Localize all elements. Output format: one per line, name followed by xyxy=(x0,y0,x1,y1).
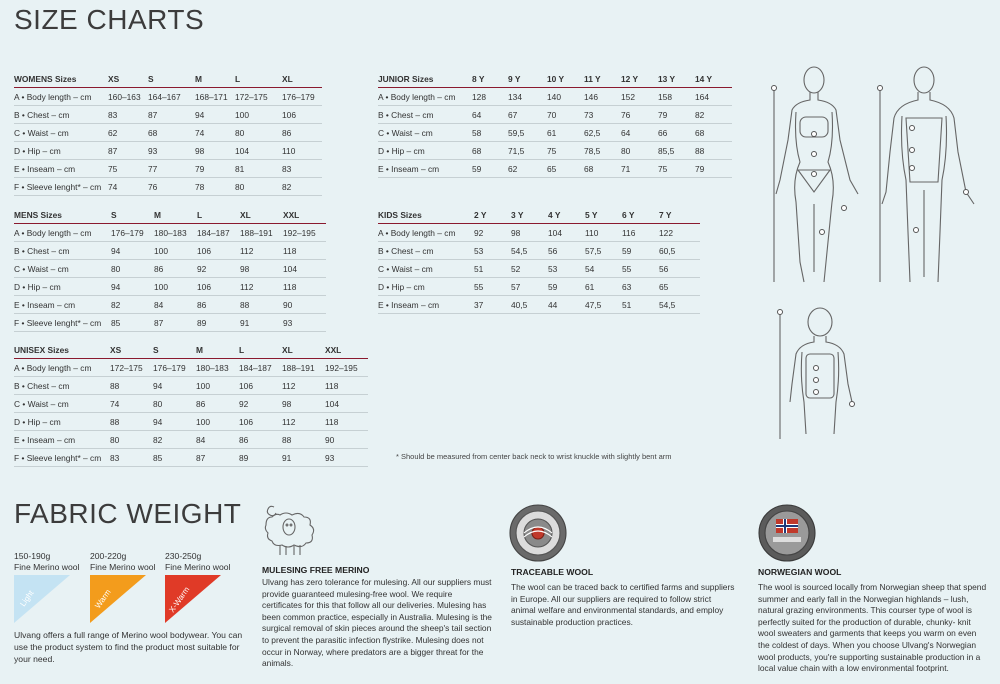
measurement-value: 37 xyxy=(474,296,511,314)
measurement-value: 89 xyxy=(239,449,282,467)
measurement-value: 80 xyxy=(621,142,658,160)
measurement-value: 80 xyxy=(110,431,153,449)
table-row xyxy=(14,431,368,449)
measurement-value: 85 xyxy=(111,314,154,332)
size-column-header: 11 Y xyxy=(584,70,621,88)
table-row xyxy=(378,124,732,142)
norwegian-title: NORWEGIAN WOOL xyxy=(758,567,842,577)
table-row xyxy=(14,296,326,314)
measurement-value: 83 xyxy=(282,160,322,178)
measurement-label: F • Sleeve lenght* – cm xyxy=(14,178,108,196)
measurement-label: D • Hip – cm xyxy=(378,142,472,160)
mulesing-text: Ulvang has zero tolerance for mulesing. All our suppliers must provide guaranteed mulesing-free wool. We require certificates for this that follow all our deliveries. Mulesing has been common practice, especially in Australia. Mulesing is the surgical removal of skin pieces around the sheep's tail section to prevent the parasitic infection flystrike. Mulesing does not occur in Norway, where predators are a bigger threat for the animals. xyxy=(262,577,492,669)
measurement-value: 94 xyxy=(153,413,196,431)
light-flag-label: Light xyxy=(18,588,36,609)
norwegian-text: The wool is sourced locally from Norwegian sheep that spend summer and early fall in the Norwegian highlands – lush, natural grazing environments. This courser type of wool is perfectly suited for the production of durable, chunky- knit wool sweaters and garments that keeps you warm on even the coldest of days. When you choose Ulvang's Norwegian wool products, you're supporting sustainable production in a local value chain with a low environmental footprint. xyxy=(758,582,987,674)
measurement-value: 106 xyxy=(197,242,240,260)
measurement-value: 104 xyxy=(283,260,326,278)
unisex-size-table xyxy=(14,341,368,467)
measurement-label: E • Inseam – cm xyxy=(14,431,110,449)
weight-grams: 150-190g xyxy=(14,551,51,561)
measurement-value: 57,5 xyxy=(585,242,622,260)
table-row xyxy=(378,160,732,178)
size-column-header: 6 Y xyxy=(622,206,659,224)
fabric-description: Ulvang offers a full range of Merino wool bodywear. You can use the product system to find the product most suitable for your need. xyxy=(14,630,243,664)
measurement-value: 58 xyxy=(472,124,508,142)
measurement-label: C • Waist – cm xyxy=(378,260,474,278)
size-column-header: XXL xyxy=(325,341,368,359)
measurement-value: 98 xyxy=(240,260,283,278)
measurement-value: 87 xyxy=(196,449,239,467)
measurement-value: 112 xyxy=(282,413,325,431)
measurement-value: 98 xyxy=(282,395,325,413)
table-title: WOMENS Sizes xyxy=(14,70,108,88)
measurement-value: 88 xyxy=(695,142,732,160)
measurement-label: A • Body length – cm xyxy=(14,359,110,377)
measurement-value: 63 xyxy=(622,278,659,296)
table-title: KIDS Sizes xyxy=(378,206,474,224)
measurement-value: 84 xyxy=(196,431,239,449)
table-row xyxy=(378,142,732,160)
measurement-value: 71 xyxy=(621,160,658,178)
measurement-value: 56 xyxy=(659,260,700,278)
measurement-label: D • Hip – cm xyxy=(14,142,108,160)
measurement-value: 110 xyxy=(585,224,622,242)
measurement-value: 53 xyxy=(548,260,585,278)
measurement-value: 92 xyxy=(474,224,511,242)
measurement-value: 118 xyxy=(283,242,326,260)
measurement-value: 98 xyxy=(195,142,235,160)
weight-light xyxy=(14,551,79,573)
measurement-value: 94 xyxy=(111,242,154,260)
measurement-value: 112 xyxy=(240,278,283,296)
measurement-value: 83 xyxy=(110,449,153,467)
table-row xyxy=(14,449,368,467)
measurement-label: D • Hip – cm xyxy=(14,413,110,431)
measurement-value: 55 xyxy=(474,278,511,296)
table-header-row xyxy=(14,206,326,224)
measurement-value: 106 xyxy=(282,106,322,124)
measurement-value: 91 xyxy=(282,449,325,467)
weight-grams: 230-250g xyxy=(165,551,202,561)
size-column-header: 12 Y xyxy=(621,70,658,88)
measurement-value: 59 xyxy=(472,160,508,178)
warm-flag-label: Warm xyxy=(93,587,113,611)
table-title: JUNIOR Sizes xyxy=(378,70,472,88)
size-column-header: 2 Y xyxy=(474,206,511,224)
warm-flag-icon xyxy=(90,575,146,625)
measurement-value: 84 xyxy=(154,296,197,314)
table-row xyxy=(14,88,322,106)
measurement-value: 67 xyxy=(508,106,547,124)
measurement-value: 75 xyxy=(108,160,148,178)
measurement-value: 164–167 xyxy=(148,88,195,106)
measurement-value: 93 xyxy=(148,142,195,160)
measurement-label: D • Hip – cm xyxy=(378,278,474,296)
size-column-header: 10 Y xyxy=(547,70,584,88)
measurement-value: 176–179 xyxy=(282,88,322,106)
size-column-header: S xyxy=(153,341,196,359)
measurement-value: 188–191 xyxy=(282,359,325,377)
size-column-header: 8 Y xyxy=(472,70,508,88)
measurement-label: A • Body length – cm xyxy=(378,88,472,106)
measurement-value: 146 xyxy=(584,88,621,106)
size-column-header: 13 Y xyxy=(658,70,695,88)
fabric-weight-title: FABRIC WEIGHT xyxy=(14,498,242,529)
size-column-header: XL xyxy=(282,341,325,359)
xwarm-flag-icon xyxy=(165,575,221,625)
size-column-header: S xyxy=(148,70,195,88)
measurement-value: 76 xyxy=(621,106,658,124)
size-column-header: M xyxy=(154,206,197,224)
light-flag-icon xyxy=(14,575,70,625)
measurement-value: 66 xyxy=(658,124,695,142)
measurement-value: 88 xyxy=(282,431,325,449)
table-row xyxy=(378,278,700,296)
measurement-value: 64 xyxy=(472,106,508,124)
table-row xyxy=(14,160,322,178)
measurement-value: 164 xyxy=(695,88,732,106)
measurement-value: 106 xyxy=(239,377,282,395)
table-row xyxy=(378,224,700,242)
size-column-header: 3 Y xyxy=(511,206,548,224)
measurement-value: 192–195 xyxy=(325,359,368,377)
weight-type: Fine Merino wool xyxy=(14,562,80,572)
measurement-value: 82 xyxy=(282,178,322,196)
sleeve-footnote: * Should be measured from center back neck to wrist knuckle with slightly bent arm xyxy=(396,452,672,461)
table-header-row xyxy=(378,70,732,88)
measurement-value: 79 xyxy=(195,160,235,178)
table-row xyxy=(14,178,322,196)
measurement-value: 93 xyxy=(325,449,368,467)
measurement-value: 118 xyxy=(325,413,368,431)
measurement-label: F • Sleeve lenght* – cm xyxy=(14,449,110,467)
measurement-value: 160–163 xyxy=(108,88,148,106)
measurement-value: 94 xyxy=(195,106,235,124)
measurement-label: B • Chest – cm xyxy=(378,106,472,124)
table-header-row xyxy=(14,341,368,359)
measurement-value: 92 xyxy=(239,395,282,413)
measurement-value: 98 xyxy=(511,224,548,242)
table-row xyxy=(14,377,368,395)
measurement-value: 79 xyxy=(695,160,732,178)
measurement-label: B • Chest – cm xyxy=(378,242,474,260)
measurement-value: 100 xyxy=(196,413,239,431)
size-column-header: M xyxy=(196,341,239,359)
measurement-value: 78,5 xyxy=(584,142,621,160)
table-row xyxy=(14,278,326,296)
measurement-value: 60,5 xyxy=(659,242,700,260)
measurement-value: 100 xyxy=(154,242,197,260)
measurement-value: 53 xyxy=(474,242,511,260)
size-column-header: 14 Y xyxy=(695,70,732,88)
measurement-value: 59 xyxy=(548,278,585,296)
measurement-value: 112 xyxy=(282,377,325,395)
measurement-label: A • Body length – cm xyxy=(378,224,474,242)
measurement-value: 68 xyxy=(695,124,732,142)
table-row xyxy=(14,242,326,260)
table-row xyxy=(14,124,322,142)
table-row xyxy=(14,314,326,332)
measurement-value: 68 xyxy=(584,160,621,178)
size-column-header: 4 Y xyxy=(548,206,585,224)
measurement-value: 74 xyxy=(108,178,148,196)
measurement-value: 74 xyxy=(110,395,153,413)
man-figure-icon xyxy=(876,62,986,287)
measurement-value: 92 xyxy=(197,260,240,278)
norwegian-wool-seal-icon xyxy=(757,503,817,563)
table-header-row xyxy=(378,206,700,224)
table-row xyxy=(378,260,700,278)
measurement-value: 76 xyxy=(148,178,195,196)
mens-size-table xyxy=(14,206,326,332)
measurement-value: 87 xyxy=(108,142,148,160)
measurement-value: 184–187 xyxy=(197,224,240,242)
measurement-label: D • Hip – cm xyxy=(14,278,111,296)
measurement-value: 54,5 xyxy=(511,242,548,260)
measurement-value: 54,5 xyxy=(659,296,700,314)
measurement-value: 168–171 xyxy=(195,88,235,106)
traceable-text: The wool can be traced back to certified farms and suppliers in Europe. All our suppliers are required to follow strict animal welfare and environmental standards, and employ sustainable production practices. xyxy=(511,582,735,627)
table-row xyxy=(14,359,368,377)
weight-type: Fine Merino wool xyxy=(165,562,231,572)
measurement-label: E • Inseam – cm xyxy=(378,160,472,178)
size-column-header: M xyxy=(195,70,235,88)
measurement-value: 104 xyxy=(548,224,585,242)
measurement-value: 112 xyxy=(240,242,283,260)
measurement-label: B • Chest – cm xyxy=(14,242,111,260)
measurement-label: A • Body length – cm xyxy=(14,88,108,106)
measurement-value: 47,5 xyxy=(585,296,622,314)
measurement-value: 86 xyxy=(196,395,239,413)
measurement-value: 40,5 xyxy=(511,296,548,314)
sheep-icon xyxy=(262,503,318,559)
measurement-value: 75 xyxy=(658,160,695,178)
measurement-label: E • Inseam – cm xyxy=(14,160,108,178)
measurement-value: 87 xyxy=(148,106,195,124)
size-column-header: S xyxy=(111,206,154,224)
measurement-value: 77 xyxy=(148,160,195,178)
measurement-value: 188–191 xyxy=(240,224,283,242)
table-row xyxy=(378,242,700,260)
size-column-header: 9 Y xyxy=(508,70,547,88)
table-row xyxy=(14,395,368,413)
measurement-value: 122 xyxy=(659,224,700,242)
measurement-value: 81 xyxy=(235,160,282,178)
measurement-value: 180–183 xyxy=(154,224,197,242)
measurement-value: 82 xyxy=(695,106,732,124)
size-column-header: XL xyxy=(282,70,322,88)
size-column-header: L xyxy=(197,206,240,224)
measurement-value: 87 xyxy=(154,314,197,332)
measurement-value: 94 xyxy=(111,278,154,296)
measurement-value: 106 xyxy=(197,278,240,296)
woman-figure-icon xyxy=(766,62,866,287)
size-charts-title: SIZE CHARTS xyxy=(14,4,205,35)
measurement-label: E • Inseam – cm xyxy=(14,296,111,314)
measurement-value: 80 xyxy=(235,178,282,196)
measurement-value: 104 xyxy=(325,395,368,413)
table-header-row xyxy=(14,70,322,88)
measurement-value: 80 xyxy=(235,124,282,142)
measurement-value: 61 xyxy=(547,124,584,142)
table-row xyxy=(14,106,322,124)
measurement-value: 176–179 xyxy=(153,359,196,377)
measurement-value: 118 xyxy=(325,377,368,395)
xwarm-flag-label: X-Warm xyxy=(167,585,192,615)
measurement-value: 110 xyxy=(282,142,322,160)
size-column-header: XL xyxy=(240,206,283,224)
weight-xwarm xyxy=(165,551,230,573)
measurement-value: 65 xyxy=(659,278,700,296)
measurement-value: 70 xyxy=(547,106,584,124)
size-column-header: L xyxy=(239,341,282,359)
measurement-label: B • Chest – cm xyxy=(14,106,108,124)
measurement-value: 51 xyxy=(622,296,659,314)
measurement-value: 91 xyxy=(240,314,283,332)
measurement-value: 128 xyxy=(472,88,508,106)
measurement-value: 62 xyxy=(508,160,547,178)
measurement-value: 86 xyxy=(197,296,240,314)
table-row xyxy=(378,88,732,106)
measurement-value: 73 xyxy=(584,106,621,124)
measurement-value: 52 xyxy=(511,260,548,278)
measurement-value: 176–179 xyxy=(111,224,154,242)
measurement-value: 86 xyxy=(282,124,322,142)
traceable-wool-seal-icon xyxy=(508,503,568,563)
measurement-value: 140 xyxy=(547,88,584,106)
measurement-value: 54 xyxy=(585,260,622,278)
measurement-value: 88 xyxy=(110,377,153,395)
measurement-value: 59 xyxy=(622,242,659,260)
measurement-value: 152 xyxy=(621,88,658,106)
measurement-value: 86 xyxy=(154,260,197,278)
measurement-value: 86 xyxy=(239,431,282,449)
measurement-value: 80 xyxy=(153,395,196,413)
measurement-value: 106 xyxy=(239,413,282,431)
table-row xyxy=(14,260,326,278)
measurement-value: 59,5 xyxy=(508,124,547,142)
measurement-value: 44 xyxy=(548,296,585,314)
measurement-label: A • Body length – cm xyxy=(14,224,111,242)
weight-warm xyxy=(90,551,155,573)
measurement-value: 62,5 xyxy=(584,124,621,142)
table-row xyxy=(14,224,326,242)
size-column-header: XS xyxy=(110,341,153,359)
measurement-value: 56 xyxy=(548,242,585,260)
measurement-value: 180–183 xyxy=(196,359,239,377)
measurement-value: 172–175 xyxy=(235,88,282,106)
measurement-value: 184–187 xyxy=(239,359,282,377)
traceable-title: TRACEABLE WOOL xyxy=(511,567,594,577)
measurement-value: 83 xyxy=(108,106,148,124)
measurement-value: 158 xyxy=(658,88,695,106)
measurement-label: C • Waist – cm xyxy=(14,260,111,278)
measurement-label: C • Waist – cm xyxy=(14,395,110,413)
measurement-value: 104 xyxy=(235,142,282,160)
kids-size-table xyxy=(378,206,700,314)
size-column-header: L xyxy=(235,70,282,88)
measurement-value: 55 xyxy=(622,260,659,278)
measurement-value: 78 xyxy=(195,178,235,196)
mulesing-title: MULESING FREE MERINO xyxy=(262,565,370,575)
measurement-label: E • Inseam – cm xyxy=(378,296,474,314)
measurement-value: 85 xyxy=(153,449,196,467)
measurement-value: 57 xyxy=(511,278,548,296)
measurement-value: 71,5 xyxy=(508,142,547,160)
measurement-value: 80 xyxy=(111,260,154,278)
measurement-value: 118 xyxy=(283,278,326,296)
table-title: UNISEX Sizes xyxy=(14,341,110,359)
measurement-value: 62 xyxy=(108,124,148,142)
measurement-value: 90 xyxy=(325,431,368,449)
measurement-value: 65 xyxy=(547,160,584,178)
measurement-value: 82 xyxy=(153,431,196,449)
size-column-header: XXL xyxy=(283,206,326,224)
measurement-value: 93 xyxy=(283,314,326,332)
measurement-value: 134 xyxy=(508,88,547,106)
measurement-value: 79 xyxy=(658,106,695,124)
measurement-value: 75 xyxy=(547,142,584,160)
measurement-value: 61 xyxy=(585,278,622,296)
weight-type: Fine Merino wool xyxy=(90,562,156,572)
measurement-value: 100 xyxy=(196,377,239,395)
table-row xyxy=(378,106,732,124)
child-figure-icon xyxy=(776,304,866,444)
table-row xyxy=(14,413,368,431)
measurement-value: 100 xyxy=(235,106,282,124)
womens-size-table xyxy=(14,70,322,196)
measurement-value: 100 xyxy=(154,278,197,296)
measurement-value: 90 xyxy=(283,296,326,314)
measurement-value: 192–195 xyxy=(283,224,326,242)
measurement-value: 116 xyxy=(622,224,659,242)
measurement-value: 74 xyxy=(195,124,235,142)
measurement-value: 88 xyxy=(110,413,153,431)
measurement-value: 94 xyxy=(153,377,196,395)
measurement-value: 85,5 xyxy=(658,142,695,160)
size-column-header: 5 Y xyxy=(585,206,622,224)
measurement-label: F • Sleeve lenght* – cm xyxy=(14,314,111,332)
measurement-value: 68 xyxy=(472,142,508,160)
junior-size-table xyxy=(378,70,732,178)
table-title: MENS Sizes xyxy=(14,206,111,224)
measurement-value: 88 xyxy=(240,296,283,314)
measurement-value: 172–175 xyxy=(110,359,153,377)
table-row xyxy=(378,296,700,314)
measurement-label: C • Waist – cm xyxy=(378,124,472,142)
measurement-value: 68 xyxy=(148,124,195,142)
measurement-label: C • Waist – cm xyxy=(14,124,108,142)
table-row xyxy=(14,142,322,160)
measurement-label: B • Chest – cm xyxy=(14,377,110,395)
measurement-value: 82 xyxy=(111,296,154,314)
measurement-value: 51 xyxy=(474,260,511,278)
size-column-header: 7 Y xyxy=(659,206,700,224)
measurement-value: 89 xyxy=(197,314,240,332)
measurement-value: 64 xyxy=(621,124,658,142)
size-column-header: XS xyxy=(108,70,148,88)
weight-grams: 200-220g xyxy=(90,551,127,561)
